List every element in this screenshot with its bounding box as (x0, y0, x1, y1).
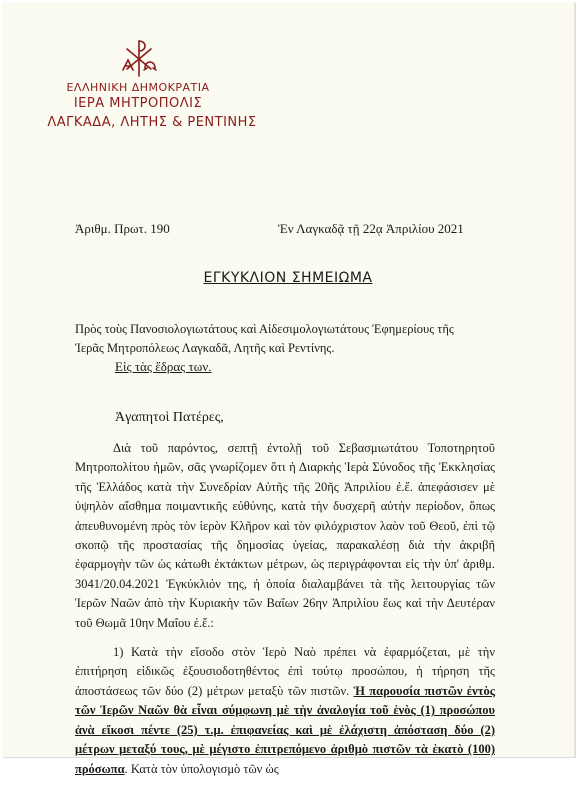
header-state-name: ΕΛΛΗΝΙΚΗ ΔΗΜΟΚΡΑΤΙΑ (66, 81, 210, 94)
header-metropolis-name: ΙΕΡΑ ΜΗΤΡΟΠΟΛΙΣ (73, 96, 203, 111)
document-page (2, 2, 575, 776)
recipients-line: Πρὸς τοὺς Πανοσιολογιωτάτους καὶ Αἰδεσιμολογιωτάτους Ἐφημερίους τῆς (75, 322, 454, 336)
greeting: Ἀγαπητοὶ Πατέρες, (115, 410, 224, 425)
chi-rho-seal-icon (118, 38, 160, 78)
recipients-block (75, 320, 495, 358)
body-paragraph: Διὰ τοῦ παρόντος, σεπτῇ ἐντολῇ τοῦ Σεβασμιωτάτου Τοποτηρητοῦ Μητροπολίτου ἡμῶν, σᾶς γνωρίζομεν ὅτι ἡ Διαρκὴς Ἱερὰ Σύνοδος τῆς Ἐκκλησίας τῆς Ἑλλάδος κατὰ τὴν Συνεδρίαν Αὐτῆς τῆς 20ῆς Ἀπριλίου ἐ.ἔ. ἀπεφάσισεν μὲ ὑψηλὸν αἴσθημα ποιμαντικῆς εὐθύνης, κατὰ τὴν δυσχερῆ αὐτὴν περίοδον, ὅπως ἀπευθυνομένη πρὸς τὸν ἱερὸν Κλῆρον καὶ τὸν φιλόχριστον λαὸν τοῦ Θεοῦ, ἐπὶ τῷ σκοπῷ τῆς προστασίας τῆς δημοσίας ὑγείας, παρακαλέσῃ διὰ τὴν ἀκριβῆ ἐφαρμογὴν τῶν ὡς κάτωθι ἐκτάκτων μέτρων, ὡς περιγράφονται εἰς τὴν ὑπ' ἀριθμ. 3041/20.04.2021 Ἐγκύκλιόν της, ἡ ὁποία διαλαμβάνει τὰ τῆς λειτουργίας τῶν Ἱερῶν Ναῶν ἀπὸ τὴν Κυριακὴν τῶν Βαΐων 26ην Ἀπριλίου ἕως καὶ τὴν Δευτέραν τοῦ Θωμᾶ 10ην Μαΐου ἐ.ἔ.: (75, 441, 495, 630)
header-region-name: ΛΑΓΚΑΔΑ, ΛΗΤΗΣ & ΡΕΝΤΙΝΗΣ (47, 115, 257, 130)
protocol-number: Ἀριθμ. Πρωτ. 190 (75, 221, 170, 236)
document-date: Ἐν Λαγκαδᾷ τῇ 22ᾳ Ἀπριλίου 2021 (278, 221, 464, 236)
letter-body (75, 439, 495, 789)
recipients-seats: Εἰς τὰς ἕδρας των. (115, 359, 212, 374)
paragraph-text: . Κατὰ τὸν ὑπολογισμὸ τῶν ὡς (124, 761, 279, 776)
document-title: ΕΓΚΥΚΛΙΟΝ ΣΗΜΕΙΩΜΑ (203, 270, 373, 286)
highlighted-text: Ἡ παρουσία πιστῶν ἐντὸς τῶν Ἱερῶν Ναῶν θὰ εἶναι σύμφωνη μὲ τὴν ἀναλογία τοῦ ἑνὸς (1) προσώπου ἀνὰ εἴκοσι πέντε (25) τ.μ. ἐπιφανείας καὶ μὲ ἐλάχιστη ἀπόσταση δύο (2) μέτρων μεταξύ τους, μὲ μέγιστο ἐπιτρεπόμενο ἀριθμὸ πιστῶν τὰ ἑκατὸ (100) πρόσωπα (75, 683, 495, 776)
recipients-line: Ἱερᾶς Μητροπόλεως Λαγκαδᾶ, Λητῆς καὶ Ρεντίνης. (75, 341, 335, 355)
paragraph-text: 1) Κατὰ τὴν εἴσοδο στὸν Ἱερὸ Ναὸ πρέπει νὰ ἐφαρμόζεται, μὲ τὴν ἐπιτήρηση εἰδικῶς ἐξουσιοδοτηθέντος ἐπὶ τούτῳ προσώπου, ἡ τήρηση τῆς ἀποστάσεως τῶν δύο (2) μέτρων μεταξὺ τῶν πιστῶν. (75, 645, 495, 698)
